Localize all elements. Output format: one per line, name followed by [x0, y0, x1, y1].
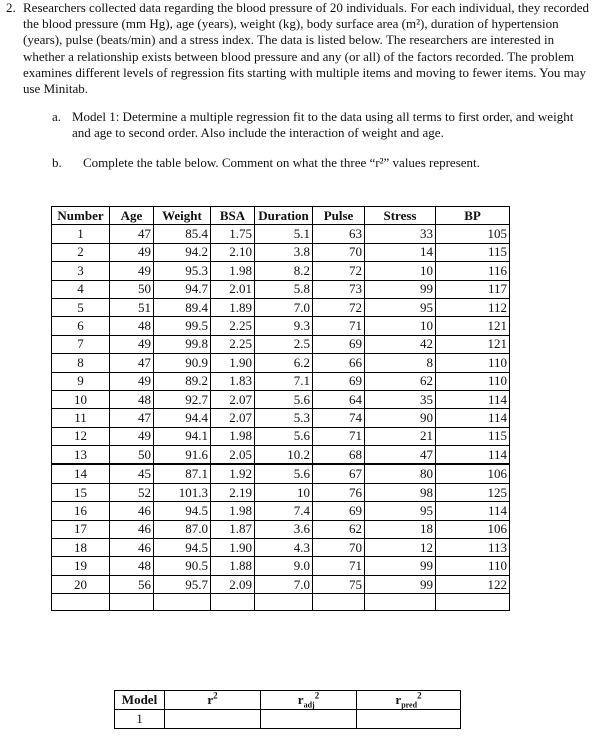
table-cell: 101.3 — [154, 483, 211, 501]
table-cell: 1.88 — [211, 557, 255, 575]
table-body — [52, 225, 510, 611]
table-cell: 114 — [436, 390, 510, 408]
table-row — [52, 446, 510, 465]
table-row — [52, 335, 510, 353]
table-cell: 21 — [365, 427, 436, 445]
table-cell: 12 — [52, 427, 110, 445]
table-cell: 70 — [313, 539, 365, 557]
table-cell: 99.5 — [154, 317, 211, 335]
table-cell: 1.89 — [211, 298, 255, 316]
table-cell: 15 — [52, 483, 110, 501]
table-cell: 47 — [110, 225, 154, 243]
empty-cell[interactable] — [211, 594, 255, 611]
table-cell: 2.05 — [211, 446, 255, 465]
table-cell: 2.01 — [211, 280, 255, 298]
table-row — [52, 520, 510, 538]
table-cell: 87.0 — [154, 520, 211, 538]
table-cell: 89.4 — [154, 298, 211, 316]
table-cell: 63 — [313, 225, 365, 243]
table-cell: 62 — [313, 520, 365, 538]
table-cell: 90.5 — [154, 557, 211, 575]
empty-cell[interactable] — [313, 594, 365, 611]
table-cell: 48 — [110, 557, 154, 575]
problem-text: Researchers collected data regarding the blood pressure of 20 individuals. For each individual, they recorded the blood pressure (mm Hg), age (years), weight (kg), body surface area (m²), duration of hypertension (years), pulse (beats/min) and a stress index. The data is listed below. The researchers are interested in whether a relationship exists between blood pressure and any (or all) of the factors recorded. The problem examines different levels of regression fits starting with multiple items and moving to fewer items. You may use Minitab. — [23, 0, 590, 97]
table-row — [52, 464, 510, 483]
table-cell: 115 — [436, 427, 510, 445]
table-cell: 3 — [52, 262, 110, 280]
table-cell: 51 — [110, 298, 154, 316]
answer-cell[interactable] — [165, 710, 261, 729]
table-cell: 13 — [52, 446, 110, 465]
model-body — [115, 710, 461, 729]
problem-number: 2. — [6, 0, 16, 15]
table-cell: 5.8 — [255, 280, 313, 298]
part-b-text: Complete the table below. Comment on what the three “r²” values represent. — [83, 155, 480, 170]
part-a-text: Model 1: Determine a multiple regression fit to the data using all terms to first order, and weight and age to second order. Also include the interaction of weight and age. — [72, 109, 574, 140]
table-cell: 2.25 — [211, 335, 255, 353]
table-cell: 4 — [52, 280, 110, 298]
column-header: Pulse — [313, 207, 365, 225]
table-cell: 49 — [110, 262, 154, 280]
column-header: Duration — [255, 207, 313, 225]
table-cell: 71 — [313, 427, 365, 445]
table-cell: 2.07 — [211, 390, 255, 408]
table-cell: 68 — [313, 446, 365, 465]
part-a — [52, 109, 587, 141]
table-cell: 46 — [110, 539, 154, 557]
table-cell: 2.10 — [211, 243, 255, 261]
table-cell: 18 — [52, 539, 110, 557]
table-cell: 91.6 — [154, 446, 211, 465]
column-header: BP — [436, 207, 510, 225]
column-header: Age — [110, 207, 154, 225]
table-cell: 46 — [110, 502, 154, 520]
table-row — [52, 539, 510, 557]
table-cell: 92.7 — [154, 390, 211, 408]
model-number-cell: 1 — [115, 710, 165, 729]
empty-cell[interactable] — [110, 594, 154, 611]
table-cell: 94.1 — [154, 427, 211, 445]
table-cell: 33 — [365, 225, 436, 243]
table-cell: 76 — [313, 483, 365, 501]
table-cell: 1 — [52, 225, 110, 243]
table-cell: 49 — [110, 372, 154, 390]
table-cell: 110 — [436, 557, 510, 575]
table-cell: 1.87 — [211, 520, 255, 538]
model-header-row — [115, 691, 461, 710]
table-cell: 75 — [313, 575, 365, 593]
empty-cell[interactable] — [52, 594, 110, 611]
table-cell: 5.3 — [255, 409, 313, 427]
table-cell: 121 — [436, 317, 510, 335]
table-cell: 99 — [365, 557, 436, 575]
table-cell: 74 — [313, 409, 365, 427]
table-cell: 90.9 — [154, 354, 211, 372]
table-cell: 3.6 — [255, 520, 313, 538]
table-cell: 9.0 — [255, 557, 313, 575]
table-cell: 5.6 — [255, 390, 313, 408]
table-cell: 62 — [365, 372, 436, 390]
table-cell: 121 — [436, 335, 510, 353]
table-cell: 5.6 — [255, 427, 313, 445]
table-cell: 69 — [313, 372, 365, 390]
table-cell: 6.2 — [255, 354, 313, 372]
table-cell: 1.98 — [211, 262, 255, 280]
answer-cell[interactable] — [261, 710, 357, 729]
table-cell: 48 — [110, 317, 154, 335]
table-cell: 1.83 — [211, 372, 255, 390]
table-cell: 85.4 — [154, 225, 211, 243]
table-cell: 49 — [110, 243, 154, 261]
table-row — [52, 575, 510, 593]
table-cell: 69 — [313, 335, 365, 353]
table-cell: 98 — [365, 483, 436, 501]
table-cell: 50 — [110, 446, 154, 465]
table-cell: 52 — [110, 483, 154, 501]
table-cell: 99 — [365, 280, 436, 298]
table-cell: 73 — [313, 280, 365, 298]
blood-pressure-data-table — [51, 206, 510, 611]
table-cell: 72 — [313, 262, 365, 280]
table-cell: 7.0 — [255, 298, 313, 316]
part-a-label: a. — [52, 109, 62, 124]
table-cell: 105 — [436, 225, 510, 243]
model-column-header: Model — [115, 691, 165, 710]
table-cell: 114 — [436, 502, 510, 520]
table-cell: 18 — [365, 520, 436, 538]
table-cell: 2 — [52, 243, 110, 261]
table-cell: 1.98 — [211, 427, 255, 445]
table-cell: 45 — [110, 464, 154, 483]
table-cell: 95.7 — [154, 575, 211, 593]
table-cell: 47 — [110, 409, 154, 427]
table-cell: 16 — [52, 502, 110, 520]
table-cell: 64 — [313, 390, 365, 408]
table-cell: 71 — [313, 557, 365, 575]
empty-cell[interactable] — [436, 594, 510, 611]
table-row — [52, 262, 510, 280]
table-cell: 1.90 — [211, 539, 255, 557]
table-cell: 8.2 — [255, 262, 313, 280]
table-cell: 14 — [365, 243, 436, 261]
table-cell: 12 — [365, 539, 436, 557]
table-cell: 7.1 — [255, 372, 313, 390]
table-cell: 1.75 — [211, 225, 255, 243]
table-cell: 94.7 — [154, 280, 211, 298]
table-cell: 110 — [436, 372, 510, 390]
table-cell: 114 — [436, 446, 510, 465]
table-cell: 8 — [52, 354, 110, 372]
table-cell: 116 — [436, 262, 510, 280]
table-cell: 7.4 — [255, 502, 313, 520]
table-row — [52, 557, 510, 575]
table-cell: 110 — [436, 354, 510, 372]
table-row — [52, 483, 510, 501]
table-cell: 4.3 — [255, 539, 313, 557]
table-cell: 19 — [52, 557, 110, 575]
table-cell: 94.2 — [154, 243, 211, 261]
model-column-header: $r_{adj}^2$ — [261, 691, 357, 710]
table-cell: 3.8 — [255, 243, 313, 261]
table-cell: 94.5 — [154, 502, 211, 520]
table-cell: 99 — [365, 575, 436, 593]
table-cell: 14 — [52, 464, 110, 483]
part-b — [52, 155, 587, 171]
table-cell: 2.5 — [255, 335, 313, 353]
empty-cell[interactable] — [154, 594, 211, 611]
table-cell: 89.2 — [154, 372, 211, 390]
problem-statement — [6, 0, 591, 97]
answer-cell[interactable] — [357, 710, 461, 729]
table-cell: 42 — [365, 335, 436, 353]
table-cell: 115 — [436, 243, 510, 261]
table-cell: 95 — [365, 298, 436, 316]
table-cell: 35 — [365, 390, 436, 408]
table-cell: 106 — [436, 520, 510, 538]
model-column-header: $r^2$ — [165, 691, 261, 710]
column-header: Number — [52, 207, 110, 225]
table-cell: 2.07 — [211, 409, 255, 427]
table-cell: 112 — [436, 298, 510, 316]
table-cell: 2.19 — [211, 483, 255, 501]
table-cell: 10 — [52, 390, 110, 408]
table-cell: 56 — [110, 575, 154, 593]
table-row — [52, 225, 510, 243]
table-cell: 10 — [255, 483, 313, 501]
table-cell: 49 — [110, 335, 154, 353]
table-cell: 122 — [436, 575, 510, 593]
table-cell: 5.1 — [255, 225, 313, 243]
table-cell: 9 — [52, 372, 110, 390]
table-cell: 2.09 — [211, 575, 255, 593]
table-cell: 7.0 — [255, 575, 313, 593]
table-cell: 10.2 — [255, 446, 313, 465]
table-cell: 117 — [436, 280, 510, 298]
table-cell: 80 — [365, 464, 436, 483]
table-row — [52, 427, 510, 445]
table-cell: 49 — [110, 427, 154, 445]
table-cell: 72 — [313, 298, 365, 316]
model-column-header: $r_{pred}^2$ — [357, 691, 461, 710]
empty-cell[interactable] — [255, 594, 313, 611]
table-cell: 114 — [436, 409, 510, 427]
table-cell: 90 — [365, 409, 436, 427]
empty-cell[interactable] — [365, 594, 436, 611]
table-cell: 50 — [110, 280, 154, 298]
table-cell: 99.8 — [154, 335, 211, 353]
column-header: Weight — [154, 207, 211, 225]
table-cell: 8 — [365, 354, 436, 372]
table-cell: 70 — [313, 243, 365, 261]
table-cell: 1.90 — [211, 354, 255, 372]
table-row — [52, 243, 510, 261]
table-row — [52, 280, 510, 298]
table-cell: 10 — [365, 262, 436, 280]
table-cell: 69 — [313, 502, 365, 520]
table-row — [52, 502, 510, 520]
table-cell: 47 — [110, 354, 154, 372]
table-row — [52, 390, 510, 408]
table-cell: 113 — [436, 539, 510, 557]
table-cell: 67 — [313, 464, 365, 483]
table-cell: 66 — [313, 354, 365, 372]
table-row — [52, 372, 510, 390]
table-cell: 47 — [365, 446, 436, 465]
table-cell: 87.1 — [154, 464, 211, 483]
table-cell: 17 — [52, 520, 110, 538]
table-cell: 46 — [110, 520, 154, 538]
model-row — [115, 710, 461, 729]
table-cell: 5.6 — [255, 464, 313, 483]
column-header: BSA — [211, 207, 255, 225]
part-b-label: b. — [52, 155, 62, 170]
table-cell: 95.3 — [154, 262, 211, 280]
table-cell: 10 — [365, 317, 436, 335]
table-cell: 9.3 — [255, 317, 313, 335]
table-cell: 2.25 — [211, 317, 255, 335]
table-row — [52, 409, 510, 427]
table-cell: 94.4 — [154, 409, 211, 427]
table-cell: 94.5 — [154, 539, 211, 557]
table-cell: 106 — [436, 464, 510, 483]
table-cell: 71 — [313, 317, 365, 335]
column-header: Stress — [365, 207, 436, 225]
table-cell: 125 — [436, 483, 510, 501]
model-r-squared-table — [114, 690, 461, 729]
table-cell: 95 — [365, 502, 436, 520]
table-cell: 48 — [110, 390, 154, 408]
table-row — [52, 298, 510, 316]
blank-row — [52, 594, 510, 611]
table-cell: 6 — [52, 317, 110, 335]
table-cell: 20 — [52, 575, 110, 593]
table-row — [52, 317, 510, 335]
table-header-row — [52, 207, 510, 225]
table-row — [52, 354, 510, 372]
table-cell: 1.98 — [211, 502, 255, 520]
table-cell: 5 — [52, 298, 110, 316]
table-cell: 1.92 — [211, 464, 255, 483]
table-cell: 11 — [52, 409, 110, 427]
table-cell: 7 — [52, 335, 110, 353]
